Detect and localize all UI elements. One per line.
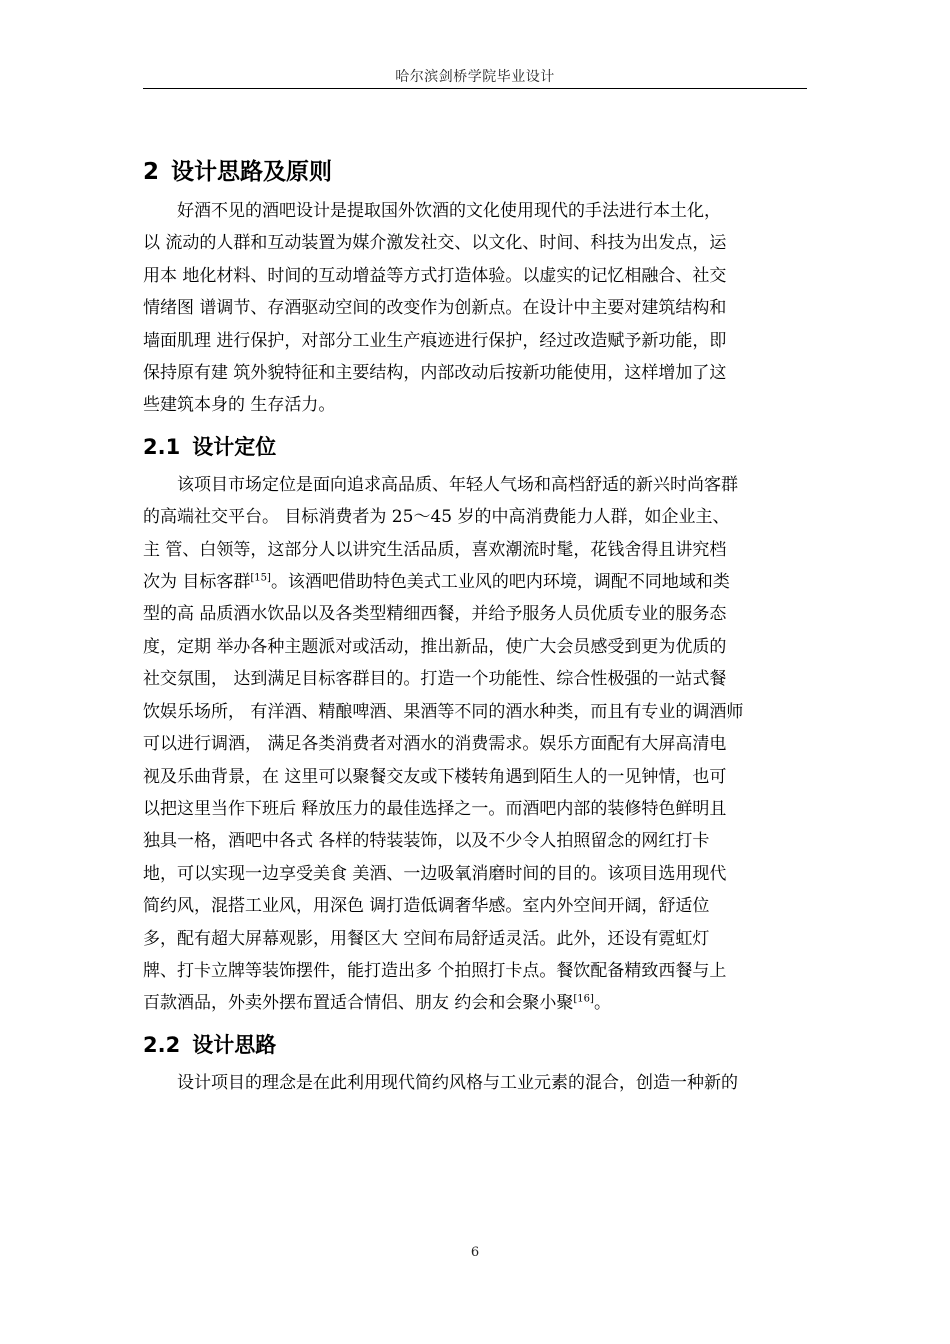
text-line: 以把这里当作下班后 释放压力的最佳选择之一。而酒吧内部的装修特色鲜明且 <box>143 798 727 819</box>
text-line: 该项目市场定位是面向追求高品质、年轻人气场和高档舒适的新兴时尚客群 <box>177 474 738 495</box>
text-line: 可以进行调酒， 满足各类消费者对酒水的消费需求。娱乐方面配有大屏高清电 <box>143 734 727 755</box>
section-title: 设计定位 <box>192 434 277 459</box>
page-body <box>143 152 807 1099</box>
text-line: 独具一格，酒吧中各式 各样的特装装饰，以及不少令人拍照留念的网红打卡 <box>143 831 710 852</box>
text-line: 饮娱乐场所， 有洋酒、精酿啤酒、果酒等不同的酒水种类，而且有专业的调酒师 <box>143 701 744 722</box>
text-line-with-citation <box>143 566 807 598</box>
text-line: 好酒不见的酒吧设计是提取国外饮酒的文化使用现代的手法进行本土化， <box>177 201 721 221</box>
text-line: 设计项目的理念是在此利用现代简约风格与工业元素的混合，创造一种新的 <box>177 1072 738 1093</box>
text-line: 情绪图 谱调节、存酒驱动空间的改变作为创新点。在设计中主要对建筑结构和 <box>143 298 727 319</box>
section-2-paragraph <box>143 195 807 422</box>
text-segment: 。该酒吧借助特色美式工业风的吧内环境，调配不同地域和类 <box>270 572 730 593</box>
section-heading-2-2 <box>143 1026 807 1064</box>
citation-ref-15: [15] <box>250 572 271 584</box>
text-line: 牌、打卡立牌等装饰摆件，能打造出多 个拍照打卡点。餐饮配备精致西餐与上 <box>143 960 727 981</box>
section-number: 2.2 <box>143 1032 181 1057</box>
section-heading-2-1 <box>143 428 807 466</box>
text-line: 保持原有建 筑外貌特征和主要结构，内部改动后按新功能使用，这样增加了这 <box>143 363 727 384</box>
text-line: 度，定期 举办各种主题派对或活动，推出新品，使广大会员感受到更为优质的 <box>143 636 727 657</box>
header-divider <box>143 88 807 89</box>
text-line: 以 流动的人群和互动装置为媒介激发社交、以文化、时间、科技为出发点，运 <box>143 233 727 254</box>
section-title: 设计思路 <box>192 1032 277 1057</box>
text-line: 用本 地化材料、时间的互动增益等方式打造体验。以虚实的记忆相融合、社交 <box>143 265 727 286</box>
text-segment: 次为 目标客群 <box>143 572 251 593</box>
citation-ref-16: [16] <box>573 993 594 1005</box>
text-line: 些建筑本身的 生存活力。 <box>143 395 336 416</box>
section-heading-2 <box>143 152 807 192</box>
text-line: 地，可以实现一边享受美食 美酒、一边吸氧消磨时间的目的。该项目选用现代 <box>143 863 727 884</box>
text-line: 的高端社交平台。 目标消费者为 25～45 岁的中高消费能力人群，如企业主、 <box>143 507 730 528</box>
running-header-title: 哈尔滨剑桥学院毕业设计 <box>395 69 555 85</box>
section-2-1-paragraph <box>143 469 807 1020</box>
text-line: 视及乐曲背景，在 这里可以聚餐交友或下楼转角遇到陌生人的一见钟情，也可 <box>143 766 727 787</box>
text-line: 墙面肌理 进行保护，对部分工业生产痕迹进行保护，经过改造赋予新功能，即 <box>143 330 727 351</box>
text-line: 型的高 品质酒水饮品以及各类型精细西餐，并给予服务人员优质专业的服务态 <box>143 604 727 625</box>
section-2-2-paragraph <box>143 1067 807 1099</box>
text-line: 多，配有超大屏幕观影，用餐区大 空间布局舒适灵活。此外，还设有霓虹灯 <box>143 928 710 949</box>
text-segment: 。 <box>593 993 611 1014</box>
text-segment: 百款酒品，外卖外摆布置适合情侣、朋友 约会和会聚小聚 <box>143 993 574 1014</box>
section-number: 2 <box>143 159 160 185</box>
section-title: 设计思路及原则 <box>171 159 333 185</box>
text-line-with-citation <box>143 987 807 1019</box>
text-line: 简约风，混搭工业风，用深色 调打造低调奢华感。室内外空间开阔，舒适位 <box>143 896 710 917</box>
text-line: 社交氛围， 达到满足目标客群目的。打造一个功能性、综合性极强的一站式餐 <box>143 669 727 690</box>
page-number: 6 <box>470 1245 480 1260</box>
section-number: 2.1 <box>143 434 181 459</box>
text-line: 主 管、白领等，这部分人以讲究生活品质，喜欢潮流时髦，花钱舍得且讲究档 <box>143 539 727 560</box>
